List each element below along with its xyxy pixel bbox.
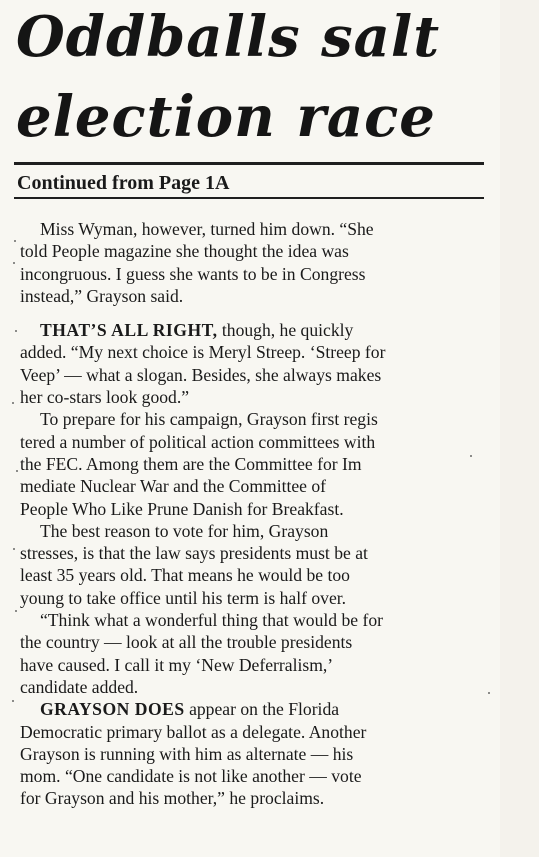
- text-line: the FEC. Among them are the Committee for Im: [20, 453, 362, 474]
- paragraph-lead: GRAYSON DOES: [40, 699, 185, 720]
- text-line: stresses, is that the law says presidents must be at: [20, 543, 368, 564]
- text-line: Grayson is running with him as alternate — his: [20, 743, 354, 764]
- paragraph: [20, 319, 490, 408]
- text-line: told People magazine she thought the idea was: [20, 241, 349, 262]
- text-line: tered a number of political action committees with: [20, 431, 376, 452]
- paragraph-lead: THAT’S ALL RIGHT,: [40, 320, 218, 341]
- text-line: [20, 698, 490, 720]
- text-line: incongruous. I guess she wants to be in Congress: [20, 263, 366, 284]
- text-line: “Think what a wonderful thing that would be for: [40, 610, 383, 631]
- text-line: People Who Like Prune Danish for Breakfast.: [20, 498, 344, 519]
- paragraph: [20, 609, 490, 698]
- text-line: candidate added.: [20, 676, 139, 697]
- text-line: Democratic primary ballot as a delegate. Another: [20, 721, 367, 742]
- text-line: instead,” Grayson said.: [20, 285, 184, 306]
- text-line: added. “My next choice is Meryl Streep. ‘Streep for: [20, 342, 386, 363]
- text-line: To prepare for his campaign, Grayson first regis: [40, 409, 378, 430]
- headline-line-1: Oddballs salt: [16, 4, 441, 70]
- text-line: Miss Wyman, however, turned him down. “She: [40, 219, 374, 239]
- bottom-rule: [14, 197, 484, 199]
- text-line: mediate Nuclear War and the Committee of: [20, 476, 327, 497]
- paragraph: [20, 408, 490, 519]
- text-line: [20, 319, 490, 341]
- text-line: Veep’ — what a slogan. Besides, she always makes: [20, 364, 382, 385]
- text-line: for Grayson and his mother,” he proclaims.: [20, 788, 325, 809]
- text-line: the country — look at all the trouble presidents: [20, 632, 353, 653]
- text-line: least 35 years old. That means he would be too: [20, 565, 350, 586]
- text-line-rest: appear on the Florida: [184, 699, 340, 720]
- paragraph: [20, 218, 490, 307]
- top-rule: [14, 162, 484, 165]
- text-line: her co-stars look good.”: [20, 387, 190, 408]
- paragraph: [20, 520, 490, 609]
- text-line: mom. “One candidate is not like another — vote: [20, 766, 362, 787]
- text-line: young to take office until his term is half over.: [20, 587, 347, 608]
- text-line: have caused. I call it my ‘New Deferralism,’: [20, 654, 334, 675]
- article-body: [20, 218, 490, 810]
- paragraph: [20, 698, 490, 809]
- headline-line-2: election race: [16, 84, 436, 150]
- jump-line: Continued from Page 1A: [17, 172, 230, 194]
- text-line-rest: though, he quickly: [217, 320, 354, 341]
- text-line: The best reason to vote for him, Grayson: [40, 520, 329, 541]
